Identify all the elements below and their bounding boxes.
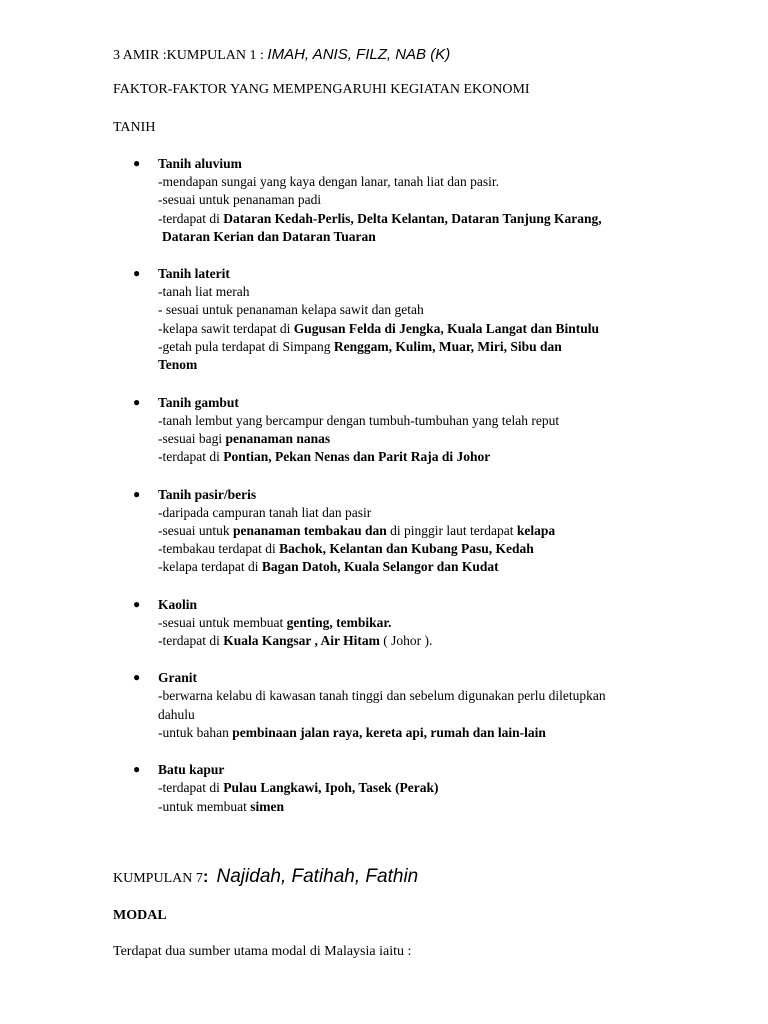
item-line: -daripada campuran tanah liat dan pasir xyxy=(158,504,372,520)
item-line: -berwarna kelabu di kawasan tanah tinggi dan sebelum digunakan perlu diletupkan dahulu xyxy=(158,688,606,722)
group-1-label: 3 AMIR :KUMPULAN 1 : xyxy=(113,48,264,63)
group-7-heading xyxy=(113,866,418,888)
bullet-icon: ● xyxy=(133,762,141,777)
item-name: Granit xyxy=(158,670,197,686)
list-item xyxy=(0,485,768,577)
item-line: - sesuai untuk penanaman kelapa sawit dan getah xyxy=(158,302,424,318)
item-line: -tanah lembut yang bercampur dengan tumbuh-tumbuhan yang telah reput xyxy=(158,412,560,428)
modal-intro-text: Terdapat dua sumber utama modal di Malaysia iaitu : xyxy=(113,944,412,959)
item-line: -kelapa terdapat di Bagan Datoh, Kuala Selangor dan Kudat xyxy=(158,559,499,575)
bullet-icon: ● xyxy=(133,266,141,281)
bullet-icon: ● xyxy=(133,156,141,170)
item-name: Tanih gambut xyxy=(158,394,239,410)
list-item xyxy=(0,393,768,467)
list-item xyxy=(0,760,768,816)
document-title: FAKTOR-FAKTOR YANG MEMPENGARUHI KEGIATAN EKONOMI xyxy=(113,82,530,97)
item-line: -terdapat di Dataran Kedah-Perlis, Delta Kelantan, Dataran Tanjung Karang, xyxy=(158,210,602,226)
bullet-icon: ● xyxy=(133,670,141,685)
item-line: -untuk membuat simen xyxy=(158,798,284,814)
item-line: -kelapa sawit terdapat di Gugusan Felda di Jengka, Kuala Langat dan Bintulu xyxy=(158,320,600,336)
item-line: -sesuai untuk penanaman padi xyxy=(158,192,322,208)
item-line: Dataran Kerian dan Dataran Tuaran xyxy=(162,228,376,244)
item-line: -mendapan sungai yang kaya dengan lanar, tanah liat dan pasir. xyxy=(158,174,499,189)
item-line: -getah pula terdapat di Simpang Renggam, Kulim, Muar, Miri, Sibu dan xyxy=(158,339,562,355)
item-name: Tanih laterit xyxy=(158,266,230,282)
item-line: -terdapat di Pulau Langkawi, Ipoh, Tasek (Perak) xyxy=(158,780,439,796)
list-item xyxy=(0,154,768,246)
item-line: -sesuai untuk penanaman tembakau dan di pinggir laut terdapat kelapa xyxy=(158,522,556,538)
list-item xyxy=(0,668,768,742)
group-1-members: IMAH, ANIS, FILZ, NAB (K) xyxy=(267,46,451,63)
item-name: Tanih aluvium xyxy=(158,156,242,171)
item-line: -sesuai bagi penanaman nanas xyxy=(158,430,331,446)
list-item xyxy=(0,595,768,651)
bullet-icon: ● xyxy=(133,596,141,611)
item-line: -tanah liat merah xyxy=(158,284,250,300)
group-1-heading xyxy=(113,46,450,64)
item-line: -sesuai untuk membuat genting, tembikar. xyxy=(158,614,392,630)
item-line: -tembakau terdapat di Bachok, Kelantan dan Kubang Pasu, Kedah xyxy=(158,541,534,557)
section-heading-modal: MODAL xyxy=(113,908,167,923)
item-name: Kaolin xyxy=(158,596,198,612)
group-7-label: KUMPULAN 7 xyxy=(113,871,203,886)
item-line: -terdapat di Kuala Kangsar , Air Hitam ( Johor ). xyxy=(158,633,433,649)
group-7-colon: : xyxy=(202,867,209,886)
group-7-members: Najidah, Fatihah, Fathin xyxy=(216,866,419,887)
bullet-icon: ● xyxy=(133,394,141,409)
item-line: Tenom xyxy=(158,357,198,373)
item-line: -untuk bahan pembinaan jalan raya, kereta api, rumah dan lain-lain xyxy=(158,724,546,740)
item-name: Batu kapur xyxy=(158,762,225,778)
item-line: -terdapat di Pontian, Pekan Nenas dan Parit Raja di Johor xyxy=(158,449,491,465)
list-item xyxy=(0,264,768,374)
bullet-icon: ● xyxy=(133,486,141,501)
section-heading-tanih: TANIH xyxy=(113,120,156,135)
item-name: Tanih pasir/beris xyxy=(158,486,257,502)
soil-list xyxy=(0,154,768,834)
